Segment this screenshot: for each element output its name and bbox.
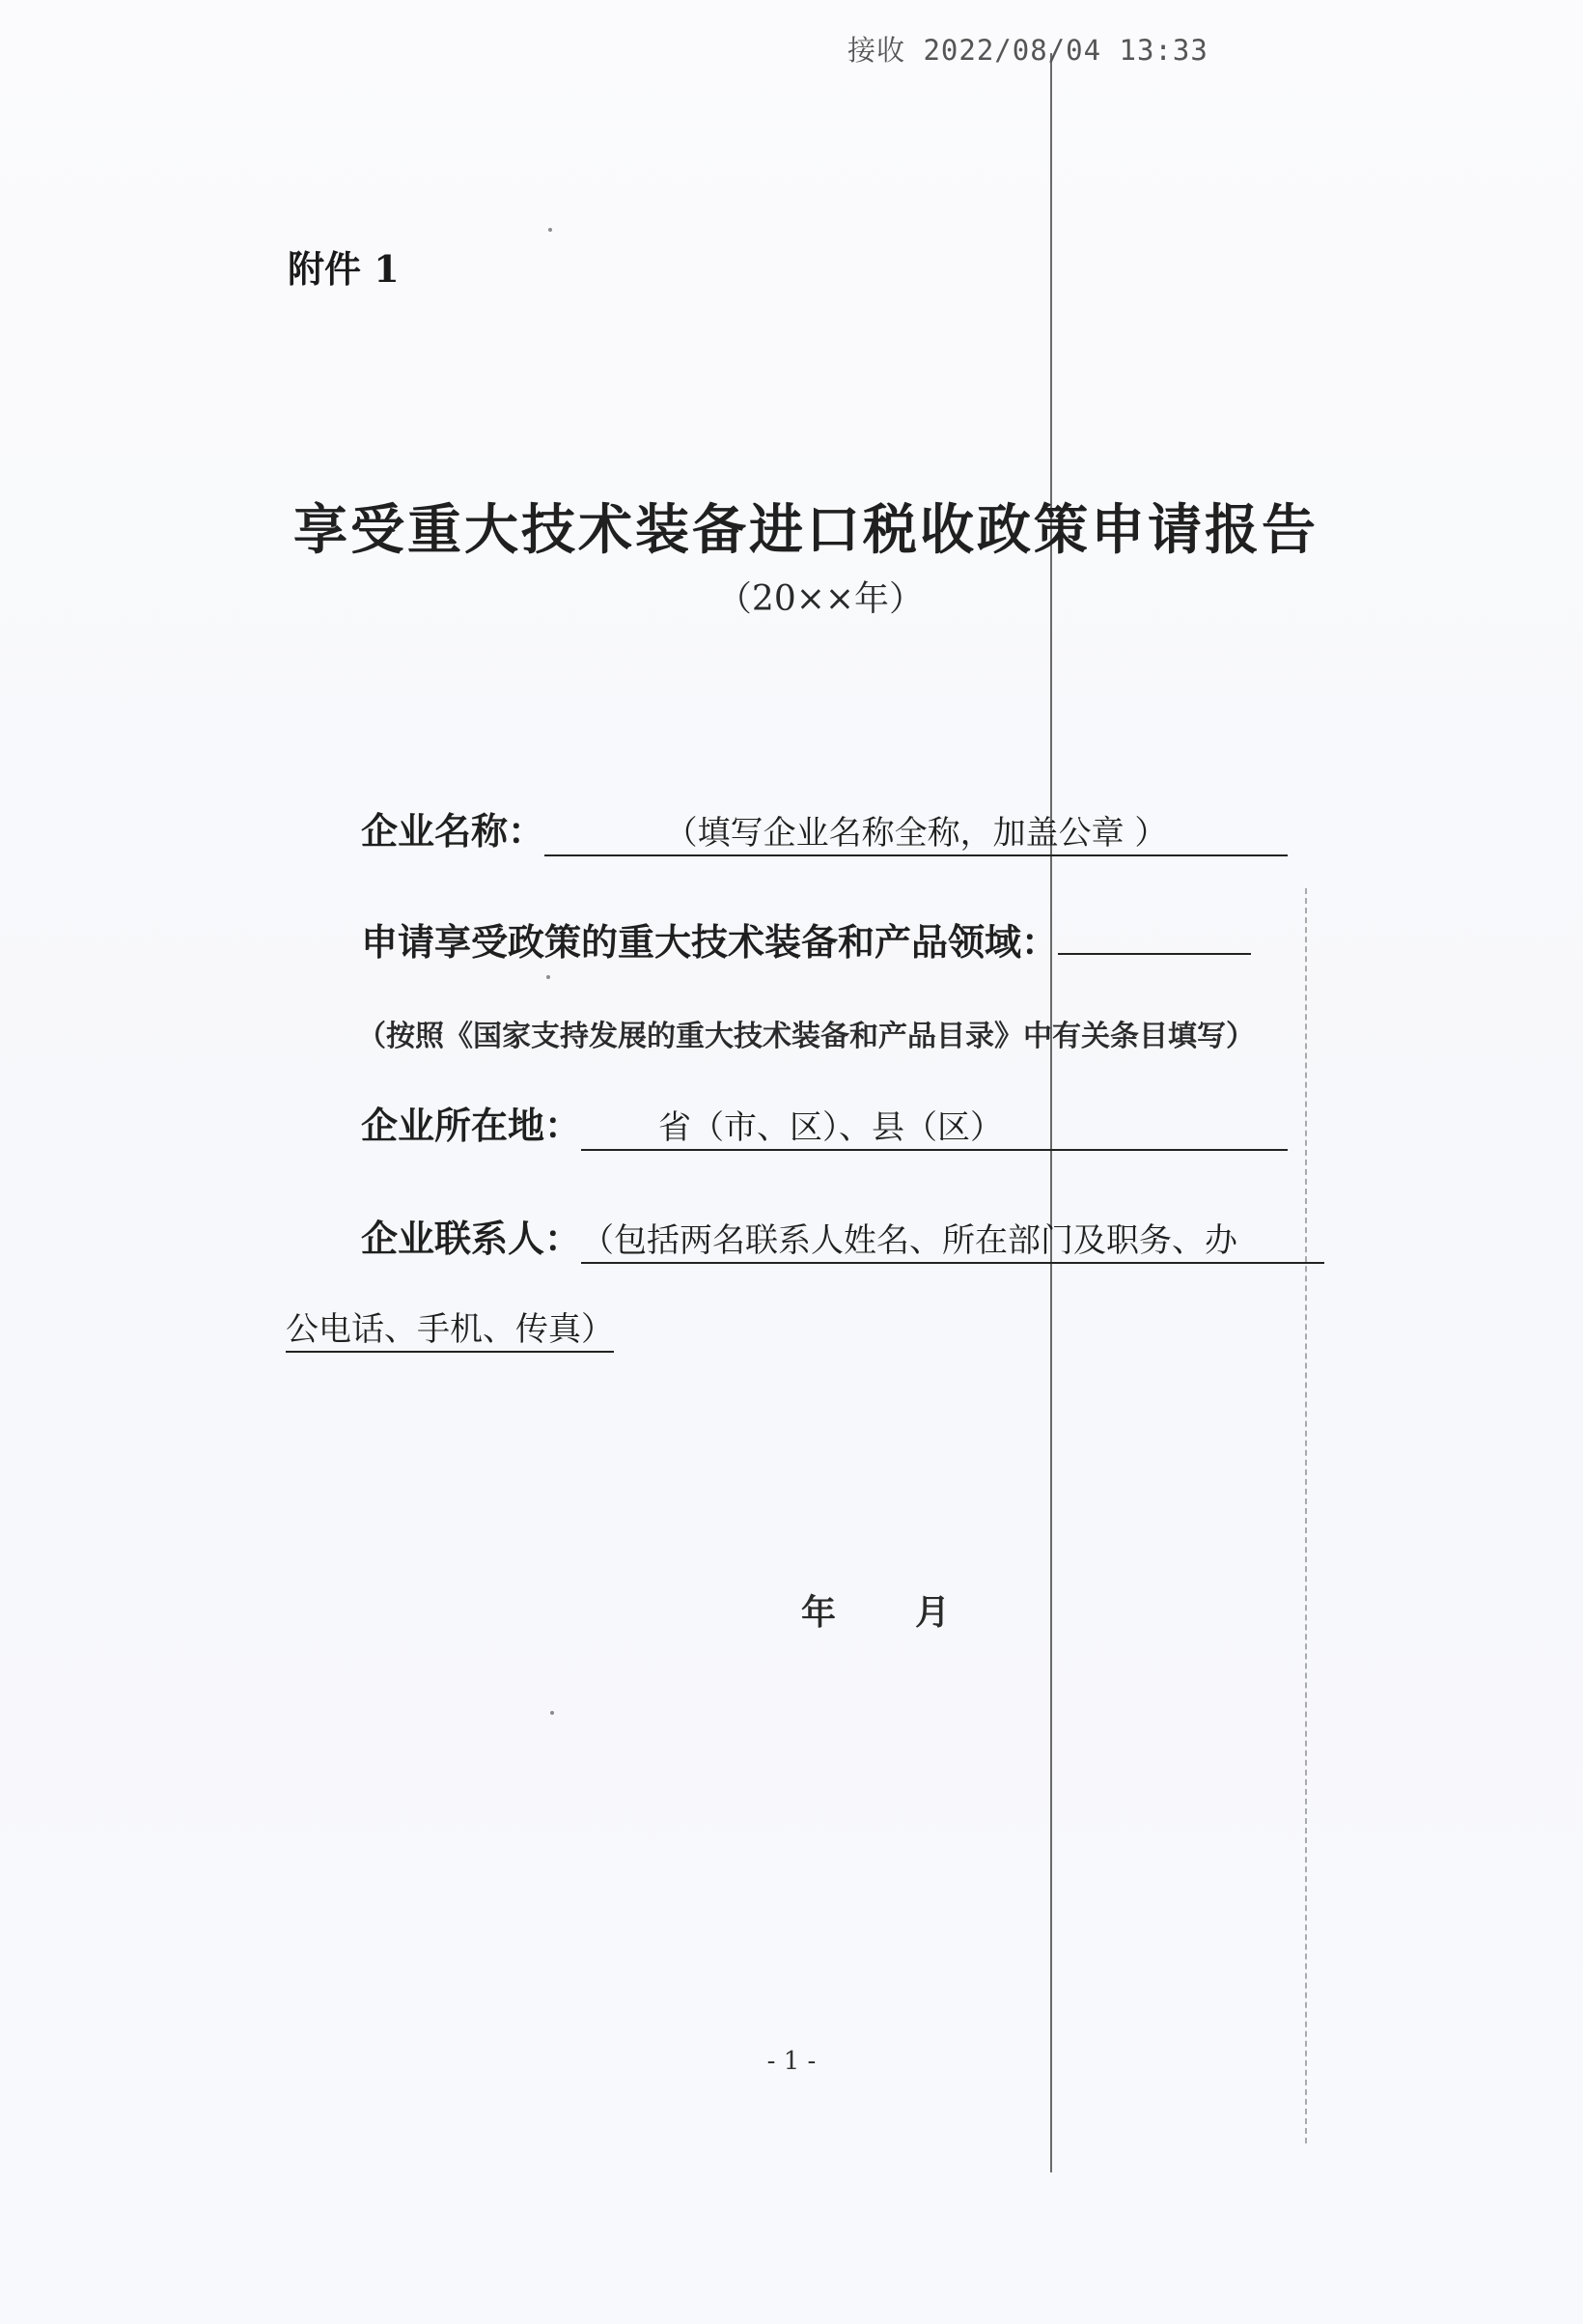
scan-speck [548, 228, 552, 232]
scan-artifact-dashed-line [1305, 888, 1307, 2143]
domain-hint: （按照《国家支持发展的重大技术装备和产品目录》中有关条目填写） [357, 1020, 1255, 1053]
year-label: 年 [801, 1593, 837, 1633]
domain-field[interactable] [1058, 953, 1251, 955]
scan-speck [546, 975, 550, 979]
month-label: 月 [915, 1593, 951, 1633]
domain-label: 申请享受政策的重大技术装备和产品领域： [361, 921, 1059, 964]
location-label: 企业所在地： [361, 1105, 582, 1147]
receipt-stamp: 接收 2022/08/04 13:33 [847, 34, 1208, 67]
date-row [801, 1585, 950, 1635]
contact-field-continued: 公电话、手机、传真） [286, 1308, 614, 1353]
company-name-label: 企业名称： [361, 810, 545, 853]
contact-row [361, 1209, 1324, 1264]
location-row [361, 1096, 1288, 1151]
contact-label: 企业联系人： [361, 1218, 582, 1260]
company-name-field[interactable]: （填写企业名称全称，加盖公章 ） [544, 812, 1288, 856]
company-name-row [361, 801, 1288, 856]
contact-field[interactable]: （包括两名联系人姓名、所在部门及职务、办 [581, 1219, 1324, 1264]
domain-row [361, 912, 1251, 966]
document-subtitle: （20××年） [716, 579, 925, 619]
attachment-label: 附件 1 [288, 247, 400, 291]
document-title: 享受重大技术装备进口税收政策申请报告 [293, 499, 1319, 562]
scan-speck [550, 1711, 554, 1715]
location-field[interactable]: 省（市、区）、县（区） [581, 1106, 1288, 1151]
page-number: - 1 - [766, 2047, 817, 2076]
